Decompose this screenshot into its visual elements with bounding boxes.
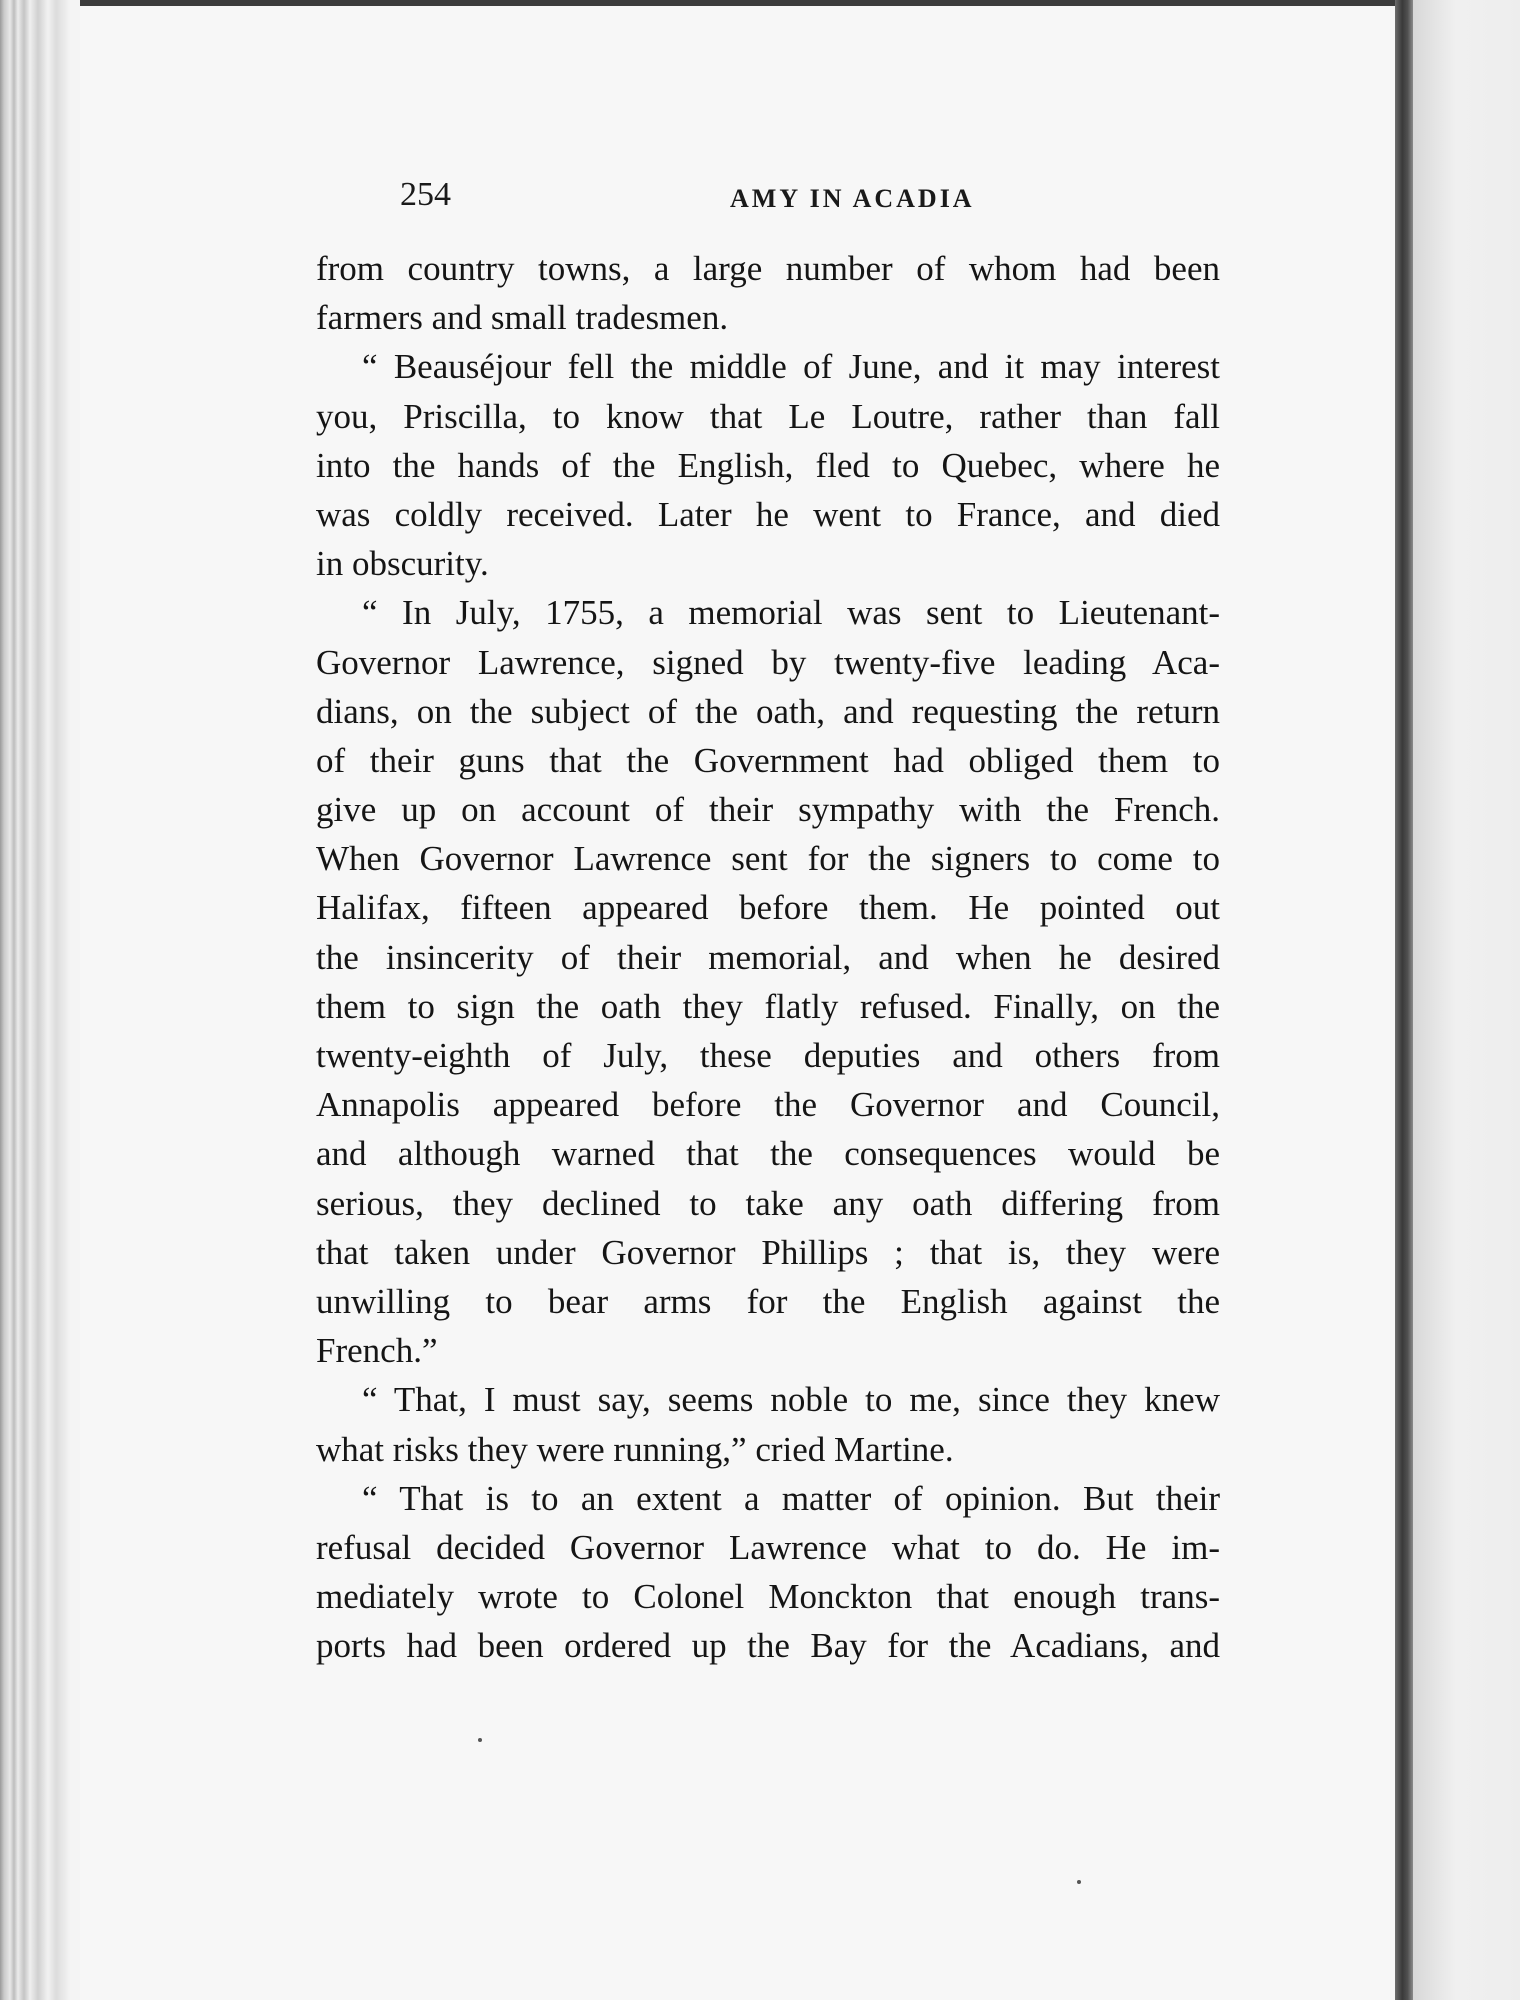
text-line: Halifax, fifteen appeared before them. He pointed out — [316, 888, 1220, 928]
text-line: was coldly received. Later he went to France, and died — [316, 494, 1220, 534]
right-gutter-shadow — [1395, 0, 1413, 2000]
text-line: into the hands of the English, fled to Quebec, where he — [316, 445, 1220, 485]
text-line: ports had been ordered up the Bay for the Acadians, and — [316, 1626, 1220, 1666]
text-line: Annapolis appeared before the Governor and Council, — [316, 1085, 1220, 1125]
text-line: When Governor Lawrence sent for the signers to come to — [316, 839, 1220, 879]
text-line: “ In July, 1755, a memorial was sent to Lieutenant- — [362, 593, 1220, 633]
text-line: the insincerity of their memorial, and when he desired — [316, 937, 1220, 977]
book-title: AMY IN ACADIA — [730, 184, 975, 213]
text-line: refusal decided Governor Lawrence what to do. He im- — [316, 1527, 1220, 1567]
text-line: mediately wrote to Colonel Monckton that enough trans- — [316, 1577, 1220, 1617]
text-line: you, Priscilla, to know that Le Loutre, rather than fall — [316, 396, 1220, 436]
text-line: in obscurity. — [316, 544, 489, 584]
text-line: French.” — [316, 1331, 438, 1371]
text-line: give up on account of their sympathy with the French. — [316, 790, 1220, 830]
text-line: “ Beauséjour fell the middle of June, and it may interest — [362, 347, 1220, 387]
text-line: Governor Lawrence, signed by twenty-five leading Aca- — [316, 642, 1220, 682]
running-head — [400, 176, 1300, 226]
adjacent-page-edge — [1413, 0, 1520, 2000]
text-line: them to sign the oath they flatly refused. Finally, on the — [316, 986, 1220, 1026]
left-binding-edge — [0, 0, 80, 2000]
text-line: that taken under Governor Phillips ; that is, they were — [316, 1232, 1220, 1272]
text-line: “ That, I must say, seems noble to me, since they knew — [362, 1380, 1220, 1420]
body-text — [316, 244, 1220, 1670]
text-line: twenty-eighth of July, these deputies and others from — [316, 1036, 1220, 1075]
dust-speck — [478, 1738, 482, 1742]
text-line: farmers and small tradesmen. — [316, 298, 729, 338]
text-line: of their guns that the Government had obliged them to — [316, 740, 1220, 780]
page-number: 254 — [400, 176, 451, 213]
text-line: serious, they declined to take any oath differing from — [316, 1183, 1220, 1223]
text-line: unwilling to bear arms for the English against the — [316, 1281, 1220, 1321]
text-line: what risks they were running,” cried Martine. — [316, 1429, 954, 1469]
text-line: dians, on the subject of the oath, and requesting the return — [316, 691, 1220, 731]
text-line: and although warned that the consequences would be — [316, 1134, 1220, 1174]
text-line: from country towns, a large number of whom had been — [316, 249, 1220, 288]
dust-speck — [1077, 1880, 1081, 1884]
text-line: “ That is to an extent a matter of opinion. But their — [362, 1478, 1220, 1518]
